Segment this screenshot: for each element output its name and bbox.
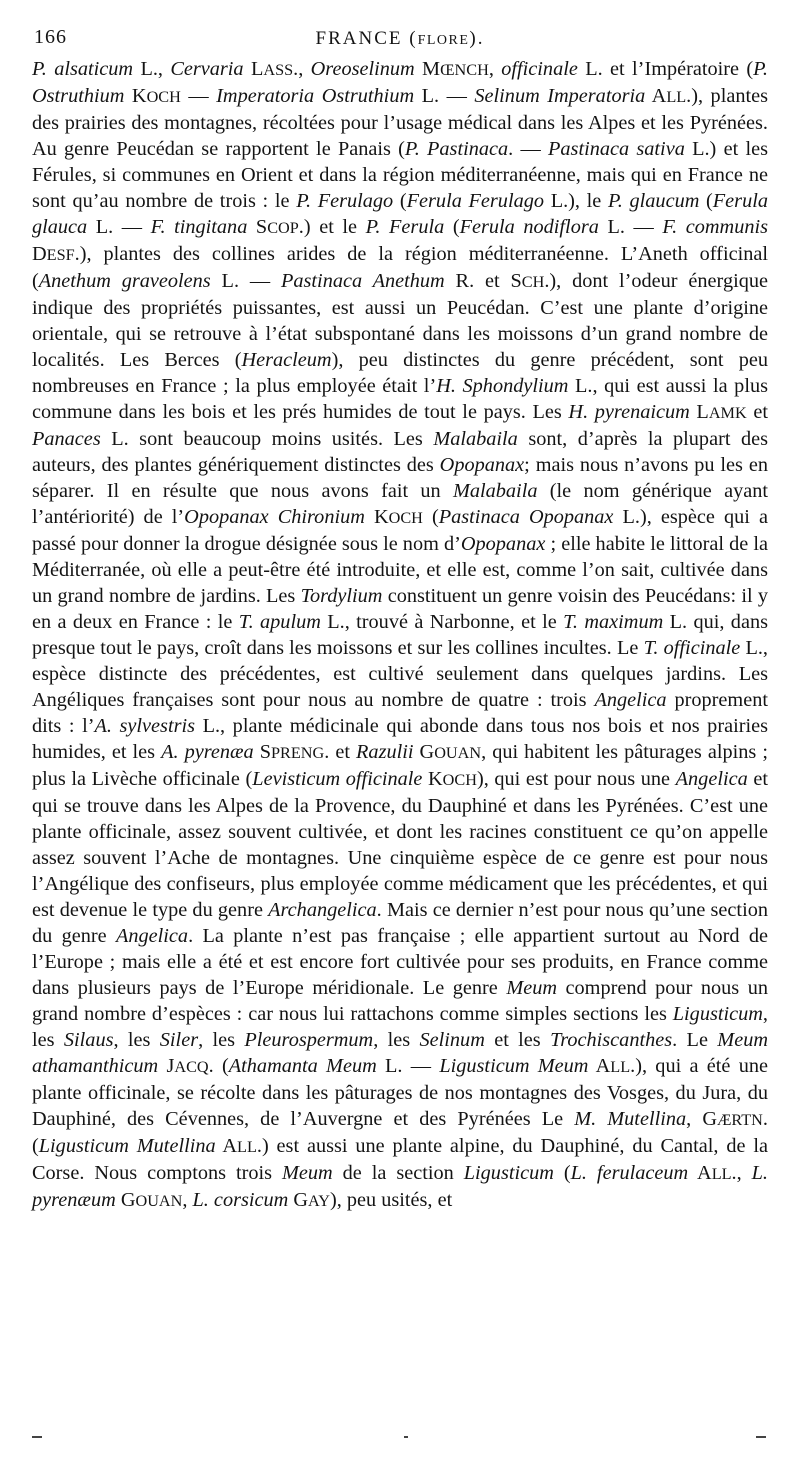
running-title-main: FRANCE xyxy=(315,28,403,49)
running-title-sub: FLORE xyxy=(417,33,470,48)
page-number: 166 xyxy=(34,26,67,48)
footer-mark xyxy=(32,1436,42,1438)
running-title xyxy=(32,28,768,50)
running-title-paren-close: ). xyxy=(469,28,485,49)
running-head xyxy=(32,22,768,56)
page-footer-marks xyxy=(32,1432,768,1444)
footer-mark xyxy=(404,1436,408,1438)
book-page xyxy=(32,22,768,1214)
footer-mark xyxy=(756,1436,766,1438)
body-paragraph: P. alsaticum L., Cervaria LASS., Oreoselinum MŒNCH, officinale L. et l’Impératoire (P. Ostruthium KOCH — Imperatoria Ostruthium L. — Selinum Imperatoria ALL.), plantes des prairies des montagnes, récoltées pour l’usage médical dans les Alpes et les Pyrénées. Au genre Peucédan se rapportent le Panais (P. Pastinaca. — Pastinaca sativa L.) et les Férules, si communes en Orient et dans la région méditerranéenne, mais qui en France ne sont qu’au nombre de trois : le P. Ferulago (Ferula Ferulago L.), le P. glaucum (Ferula glauca L. — F. tingitana SCOP.) et le P. Ferula (Ferula nodiflora L. — F. communis DESF.), plantes des collines arides de la région méditerranéenne. L’Aneth officinal (Anethum graveolens L. — Pastinaca Anethum R. et SCH.), dont l’odeur énergique indique des propriétés puissantes, est aussi un Peucédan. C’est une plante d’origine orientale, qui se retrouve à l’état subspontané dans les moissons d’un grand nombre de localités. Les Berces (Heracleum), peu distinctes du genre précédent, sont peu nombreuses en France ; la plus employée était l’H. Sphondylium L., qui est aussi la plus commune dans les bois et les prés humides de tout le pays. Les H. pyrenaicum LAMK et Panaces L. sont beaucoup moins usités. Les Malabaila sont, d’après la plupart des auteurs, des plantes génériquement distinctes des Opopanax; mais nous n’avons pu les en séparer. Il en résulte que nous avons fait un Malabaila (le nom générique ayant l’antériorité) de l’Opopanax Chironium KOCH (Pastinaca Opopanax L.), espèce qui a passé pour donner la drogue désignée sous le nom d’Opopanax ; elle habite le littoral de la Méditerranée, où elle a peut-être été introduite, et elle est, comme l’on sait, cultivée dans un grand nombre de jardins. Les Tordylium constituent un genre voisin des Peucédans: il y en a deux en France : le T. apulum L., trouvé à Narbonne, et le T. maximum L. qui, dans presque tout le pays, croît dans les moissons et sur les collines incultes. Le T. officinale L., espèce distincte des précédentes, est cultivé seulement dans quelques jardins. Les Angéliques françaises sont pour nous au nombre de quatre : trois Angelica proprement dits : l’A. sylvestris L., plante médicinale qui abonde dans tous nos bois et nos prairies humides, et les A. pyrenæa SPRENG. et Razulii GOUAN, qui habitent les pâturages alpins ; plus la Livèche officinale (Levisticum officinale KOCH), qui est pour nous une Angelica et qui se trouve dans les Alpes de la Provence, du Dauphiné et dans les Pyrénées. C’est une plante officinale, assez souvent cultivée, et dont les racines constituent ce qu’on appelle assez souvent l’Ache de montagnes. Une cinquième espèce de ce genre est pour nous l’Angélique des confiseurs, plus employée comme médicament que les précédentes, et qui est devenue le type du genre Archangelica. Mais ce dernier n’est pour nous qu’une section du genre Angelica. La plante n’est pas française ; elle appartient surtout au Nord de l’Europe ; mais elle a été et est encore fort cultivée pour ses produits, en France comme dans plusieurs pays de l’Europe méridionale. Le genre Meum comprend pour nous un grand nombre d’espèces : car nous lui rattachons comme simples sections les Ligusticum, les Silaus, les Siler, les Pleurospermum, les Selinum et les Trochiscanthes. Le Meum athamanthicum JACQ. (Athamanta Meum L. — Ligusticum Meum ALL.), qui a été une plante officinale, se récolte dans les pâturages de nos montagnes des Vosges, du Jura, du Dauphiné, des Cévennes, de l’Auvergne et des Pyrénées Le M. Mutellina, GÆRTN. (Ligusticum Mutellina ALL.) est aussi une plante alpine, du Dauphiné, du Cantal, de la Corse. Nous comptons trois Meum de la section Ligusticum (L. ferulaceum ALL., L. pyrenæum GOUAN, L. corsicum GAY), peu usités, et xyxy=(32,58,769,1211)
running-title-paren-open: ( xyxy=(402,28,418,49)
